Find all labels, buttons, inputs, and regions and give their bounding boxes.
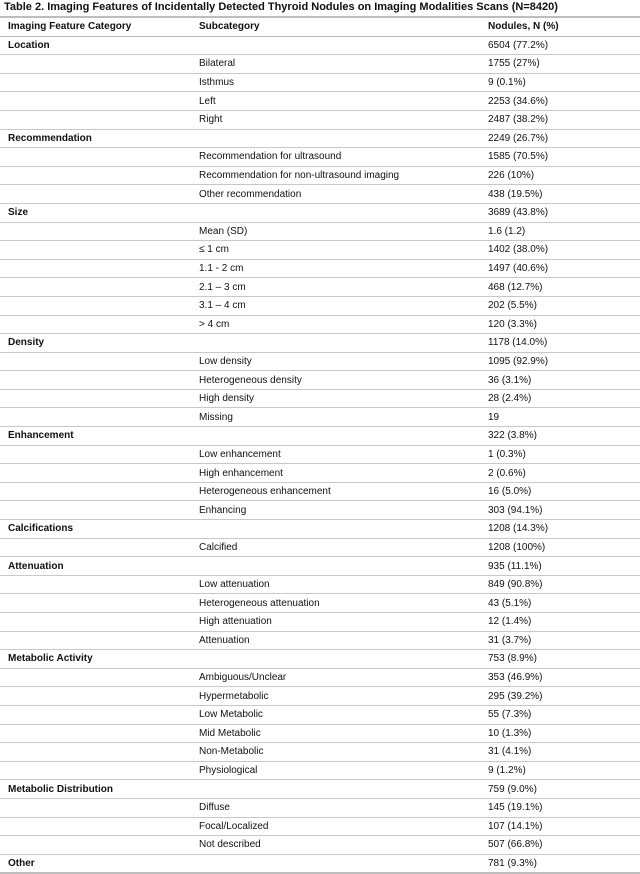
subcategory-cell: Heterogeneous enhancement [199,482,488,501]
table-row [0,445,640,464]
subcategory-cell: High density [199,389,488,408]
table-row-category [0,36,640,55]
category-cell: Metabolic Distribution [0,780,199,799]
subcategory-cell: Focal/Localized [199,817,488,836]
table-row [0,408,640,427]
table-row-category [0,129,640,148]
category-cell: Density [0,334,199,353]
table-row [0,501,640,520]
table-row [0,743,640,762]
nodules-cell: 468 (12.7%) [488,278,640,297]
category-cell [0,296,199,315]
table-row [0,222,640,241]
subcategory-cell: ≤ 1 cm [199,241,488,260]
nodules-cell: 55 (7.3%) [488,705,640,724]
nodules-cell: 226 (10%) [488,166,640,185]
imaging-features-table [0,16,640,874]
category-cell: Enhancement [0,427,199,446]
subcategory-cell [199,334,488,353]
nodules-cell: 31 (3.7%) [488,631,640,650]
subcategory-cell [199,129,488,148]
table-row [0,389,640,408]
subcategory-cell: Other recommendation [199,185,488,204]
category-cell [0,371,199,390]
category-cell [0,482,199,501]
subcategory-cell: 1.1 - 2 cm [199,259,488,278]
table-row-category [0,650,640,669]
nodules-cell: 28 (2.4%) [488,389,640,408]
subcategory-cell: Attenuation [199,631,488,650]
nodules-cell: 19 [488,408,640,427]
category-cell [0,817,199,836]
table-row [0,92,640,111]
nodules-cell: 2487 (38.2%) [488,110,640,129]
subcategory-cell: Enhancing [199,501,488,520]
category-cell [0,222,199,241]
table-row [0,241,640,260]
table-row-category [0,427,640,446]
nodules-cell: 1585 (70.5%) [488,148,640,167]
nodules-cell: 9 (1.2%) [488,761,640,780]
nodules-cell: 322 (3.8%) [488,427,640,446]
category-cell [0,148,199,167]
subcategory-cell: Low density [199,352,488,371]
category-cell [0,668,199,687]
table-row [0,631,640,650]
category-cell [0,705,199,724]
category-cell [0,798,199,817]
category-cell [0,724,199,743]
nodules-cell: 753 (8.9%) [488,650,640,669]
table-row [0,259,640,278]
subcategory-cell [199,427,488,446]
nodules-cell: 1208 (100%) [488,538,640,557]
nodules-cell: 12 (1.4%) [488,613,640,632]
subcategory-cell: Heterogeneous attenuation [199,594,488,613]
subcategory-cell: Low attenuation [199,575,488,594]
category-cell [0,631,199,650]
subcategory-cell: Isthmus [199,73,488,92]
table-row [0,482,640,501]
category-cell [0,241,199,260]
nodules-cell: 36 (3.1%) [488,371,640,390]
subcategory-cell: Non-Metabolic [199,743,488,762]
subcategory-cell: Recommendation for non-ultrasound imaging [199,166,488,185]
category-cell: Size [0,203,199,222]
category-cell [0,445,199,464]
category-cell [0,575,199,594]
subcategory-cell: Hypermetabolic [199,687,488,706]
nodules-cell: 1755 (27%) [488,55,640,74]
category-cell [0,278,199,297]
nodules-cell: 303 (94.1%) [488,501,640,520]
subcategory-cell: 2.1 – 3 cm [199,278,488,297]
nodules-cell: 2253 (34.6%) [488,92,640,111]
header-subcategory: Subcategory [199,17,488,36]
table-row [0,594,640,613]
table-row [0,296,640,315]
table-row-category [0,557,640,576]
nodules-cell: 1497 (40.6%) [488,259,640,278]
category-cell [0,836,199,855]
nodules-cell: 16 (5.0%) [488,482,640,501]
table-row-category [0,334,640,353]
subcategory-cell: Ambiguous/Unclear [199,668,488,687]
nodules-cell: 759 (9.0%) [488,780,640,799]
table-row [0,371,640,390]
subcategory-cell [199,854,488,873]
table-row [0,798,640,817]
category-cell [0,408,199,427]
nodules-cell: 781 (9.3%) [488,854,640,873]
table-row-category [0,854,640,873]
category-cell [0,743,199,762]
subcategory-cell: High enhancement [199,464,488,483]
table-row [0,315,640,334]
category-cell [0,55,199,74]
table-title: Table 2. Imaging Features of Incidentally Detected Thyroid Nodules on Imaging Modalities Scans (N=8420) [4,1,558,13]
category-cell [0,166,199,185]
subcategory-cell: Recommendation for ultrasound [199,148,488,167]
category-cell: Recommendation [0,129,199,148]
category-cell [0,92,199,111]
nodules-cell: 295 (39.2%) [488,687,640,706]
nodules-cell: 507 (66.8%) [488,836,640,855]
nodules-cell: 935 (11.1%) [488,557,640,576]
subcategory-cell: Not described [199,836,488,855]
subcategory-cell: Low enhancement [199,445,488,464]
header-nodules: Nodules, N (%) [488,17,640,36]
category-cell [0,538,199,557]
subcategory-cell: 3.1 – 4 cm [199,296,488,315]
nodules-cell: 120 (3.3%) [488,315,640,334]
category-cell [0,594,199,613]
subcategory-cell: Diffuse [199,798,488,817]
nodules-cell: 1178 (14.0%) [488,334,640,353]
category-cell [0,464,199,483]
table-row [0,613,640,632]
subcategory-cell [199,650,488,669]
nodules-cell: 1208 (14.3%) [488,520,640,539]
nodules-cell: 1.6 (1.2) [488,222,640,241]
category-cell: Metabolic Activity [0,650,199,669]
subcategory-cell [199,203,488,222]
subcategory-cell: Mid Metabolic [199,724,488,743]
subcategory-cell: Calcified [199,538,488,557]
category-cell [0,389,199,408]
nodules-cell: 849 (90.8%) [488,575,640,594]
table-row-category [0,780,640,799]
nodules-cell: 10 (1.3%) [488,724,640,743]
nodules-cell: 2249 (26.7%) [488,129,640,148]
category-cell [0,185,199,204]
subcategory-cell: Bilateral [199,55,488,74]
nodules-cell: 31 (4.1%) [488,743,640,762]
table-row [0,724,640,743]
subcategory-cell: Low Metabolic [199,705,488,724]
nodules-cell: 145 (19.1%) [488,798,640,817]
category-cell [0,352,199,371]
subcategory-cell [199,520,488,539]
category-cell [0,315,199,334]
subcategory-cell: Heterogeneous density [199,371,488,390]
table-row-category [0,203,640,222]
nodules-cell: 2 (0.6%) [488,464,640,483]
nodules-cell: 43 (5.1%) [488,594,640,613]
category-cell [0,501,199,520]
subcategory-cell: Physiological [199,761,488,780]
subcategory-cell [199,780,488,799]
table-row [0,817,640,836]
table-row [0,185,640,204]
table-row [0,575,640,594]
subcategory-cell: > 4 cm [199,315,488,334]
category-cell [0,687,199,706]
table-row [0,148,640,167]
table-row [0,278,640,297]
category-cell [0,259,199,278]
category-cell: Location [0,36,199,55]
nodules-cell: 9 (0.1%) [488,73,640,92]
nodules-cell: 353 (46.9%) [488,668,640,687]
subcategory-cell [199,557,488,576]
table-row [0,538,640,557]
category-cell: Attenuation [0,557,199,576]
nodules-cell: 1095 (92.9%) [488,352,640,371]
table-row [0,668,640,687]
table-row [0,761,640,780]
nodules-cell: 438 (19.5%) [488,185,640,204]
nodules-cell: 6504 (77.2%) [488,36,640,55]
nodules-cell: 3689 (43.8%) [488,203,640,222]
subcategory-cell: High attenuation [199,613,488,632]
table-row [0,705,640,724]
subcategory-cell: Missing [199,408,488,427]
category-cell [0,613,199,632]
table-row [0,836,640,855]
table-row [0,464,640,483]
subcategory-cell: Mean (SD) [199,222,488,241]
subcategory-cell [199,36,488,55]
nodules-cell: 1402 (38.0%) [488,241,640,260]
table-row [0,55,640,74]
subcategory-cell: Right [199,110,488,129]
table-header-row [0,17,640,36]
table-row [0,166,640,185]
table-row-category [0,520,640,539]
nodules-cell: 107 (14.1%) [488,817,640,836]
category-cell [0,110,199,129]
category-cell: Calcifications [0,520,199,539]
table-row [0,352,640,371]
subcategory-cell: Left [199,92,488,111]
nodules-cell: 202 (5.5%) [488,296,640,315]
category-cell: Other [0,854,199,873]
header-category: Imaging Feature Category [0,17,199,36]
table-row [0,110,640,129]
category-cell [0,761,199,780]
category-cell [0,73,199,92]
nodules-cell: 1 (0.3%) [488,445,640,464]
table-row [0,73,640,92]
table-row [0,687,640,706]
